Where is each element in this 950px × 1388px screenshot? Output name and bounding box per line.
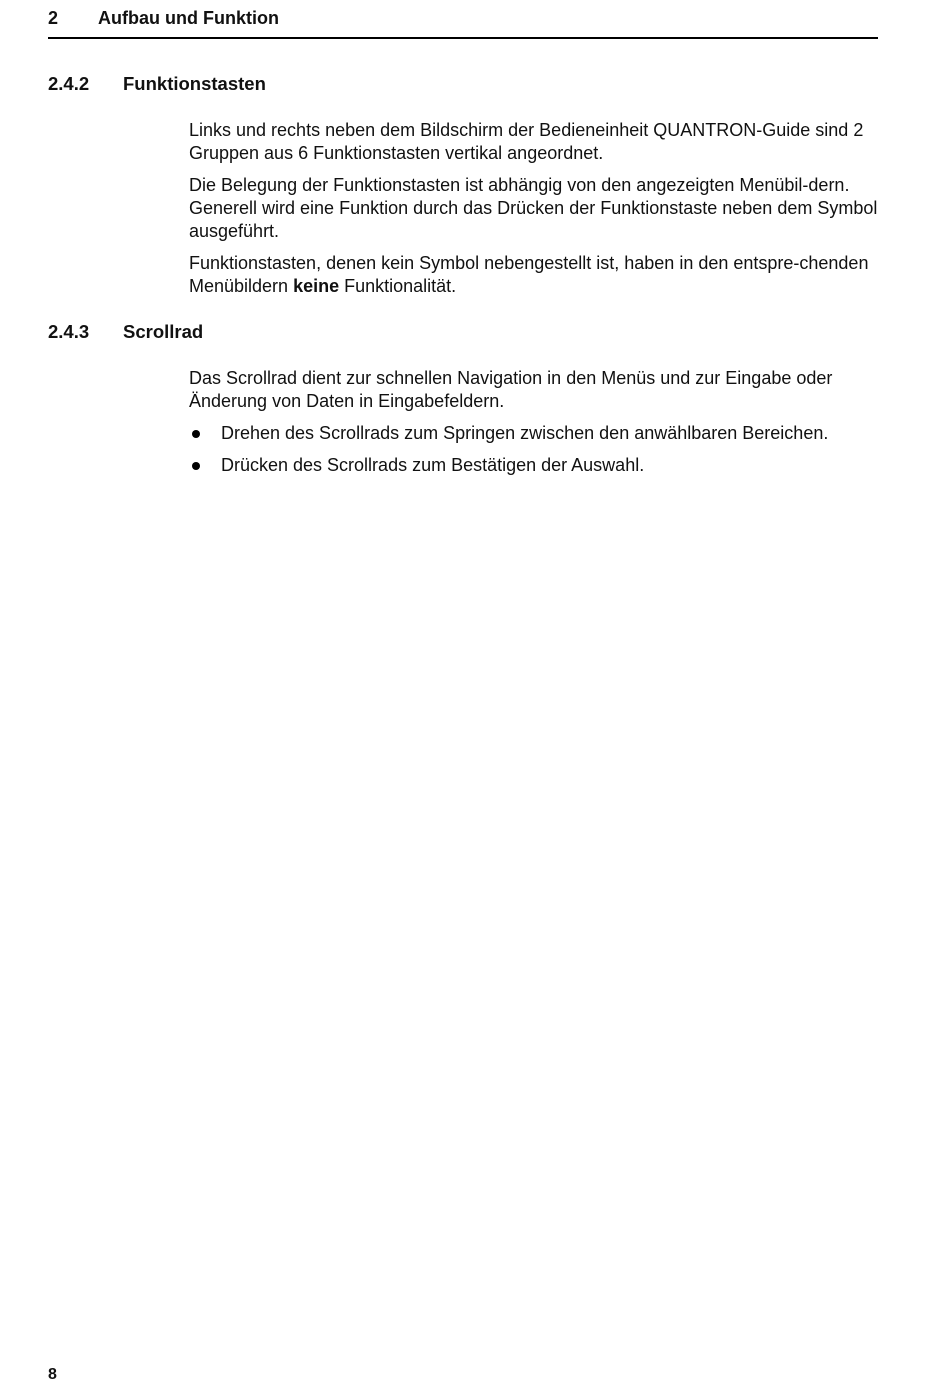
header-divider — [48, 37, 878, 39]
emphasis-text: keine — [293, 276, 340, 296]
bullet-list — [189, 422, 879, 477]
paragraph — [189, 252, 879, 298]
paragraph: Das Scrollrad dient zur schnellen Navigation in den Menüs und zur Eingabe oder Änderung von Daten in Eingabefeldern. — [189, 368, 833, 411]
section-body-funktionstasten — [189, 119, 879, 307]
section-number: 2.4.2 — [48, 73, 90, 94]
chapter-number: 2 — [48, 8, 59, 28]
section-title: Scrollrad — [123, 321, 204, 342]
paragraph-text: Funktionalität. — [339, 276, 457, 296]
chapter-title: Aufbau und Funktion — [98, 8, 279, 28]
list-item-text: Drücken des Scrollrads zum Bestätigen der Auswahl. — [221, 455, 645, 475]
section-body-scrollrad — [189, 367, 879, 486]
section-title: Funktionstasten — [123, 73, 266, 94]
paragraph: Links und rechts neben dem Bildschirm der Bedieneinheit QUANTRON-Guide sind 2 Gruppen aus 6 Funktionstasten vertikal angeordnet. — [189, 120, 864, 163]
list-item — [189, 422, 879, 445]
paragraph-text: Funktionstasten, denen kein Symbol nebengestellt ist, haben in den entspre-chenden Menübildern — [189, 253, 869, 296]
paragraph: Die Belegung der Funktionstasten ist abhängig von den angezeigten Menübil-dern. Generell wird eine Funktion durch das Drücken der Funktionstaste neben dem Symbol ausgeführt. — [189, 175, 878, 241]
page-number: 8 — [48, 1366, 57, 1383]
bullet-icon — [192, 462, 200, 470]
list-item-text: Drehen des Scrollrads zum Springen zwischen den anwählbaren Bereichen. — [221, 423, 829, 443]
section-number: 2.4.3 — [48, 321, 90, 342]
list-item — [189, 454, 879, 477]
bullet-icon — [192, 430, 200, 438]
running-header — [48, 8, 878, 32]
